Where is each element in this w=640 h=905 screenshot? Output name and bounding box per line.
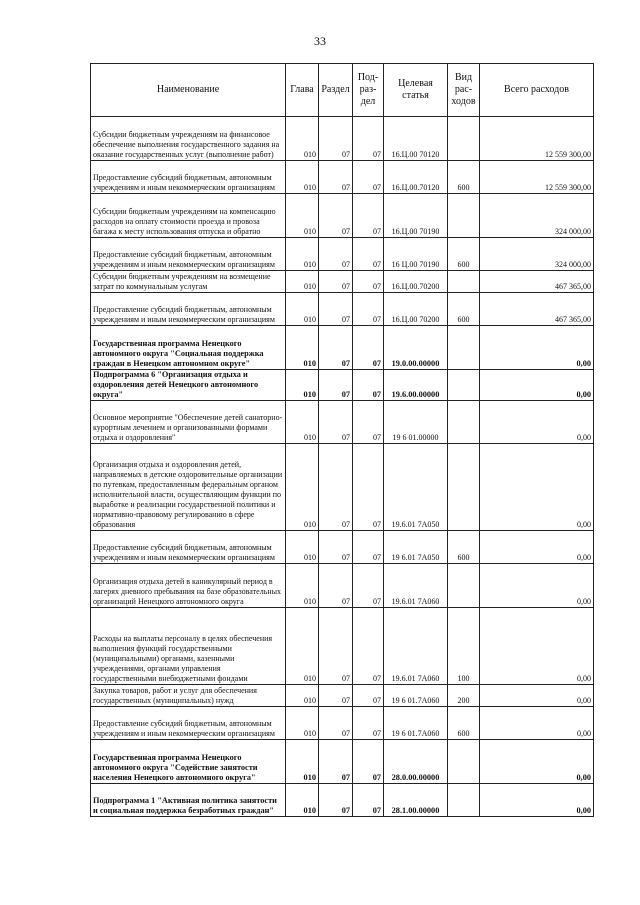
row-name: Предоставление субсидий бюджетным, автономным учреждениям и иным некоммерческим организациям — [91, 161, 286, 194]
row-total: 0,00 — [480, 608, 594, 685]
row-expense-type: 600 — [448, 707, 480, 740]
row-total: 0,00 — [480, 401, 594, 444]
row-podrazdel: 07 — [353, 401, 384, 444]
table-row — [91, 194, 594, 238]
page-number: 33 — [314, 34, 326, 48]
row-total: 0,00 — [480, 564, 594, 608]
row-name: Основное мероприятие "Обеспечение детей санаторно-курортным лечением и организованными формами отдыха и оздоровления" — [91, 401, 286, 444]
row-target-article: 16.Ц.00 70120 — [384, 117, 448, 161]
row-expense-type: 200 — [448, 685, 480, 707]
row-glava: 010 — [286, 370, 319, 401]
row-podrazdel: 07 — [353, 117, 384, 161]
row-glava: 010 — [286, 401, 319, 444]
row-target-article: 16.Ц.00 70200 — [384, 293, 448, 326]
row-total: 0,00 — [480, 370, 594, 401]
row-target-article: 19 6 01.7А060 — [384, 685, 448, 707]
table-row — [91, 740, 594, 784]
row-expense-type: 600 — [448, 238, 480, 271]
row-total: 12 559 300,00 — [480, 161, 594, 194]
row-target-article: 16.Ц.00 70190 — [384, 194, 448, 238]
row-name: Организация отдыха и оздоровления детей, направляемых в детские оздоровительные организации по путевкам, предоставленным федеральным органом исполнительной власти, осуществляющим функции по выработке и реализации государственной политики и нормативно-правовому регулированию в сфере образования — [91, 444, 286, 531]
row-name: Закупка товаров, работ и услуг для обеспечения государственных (муниципальных) нужд — [91, 685, 286, 707]
row-razdel: 07 — [319, 685, 353, 707]
row-glava: 010 — [286, 564, 319, 608]
row-total: 467 365,00 — [480, 271, 594, 293]
row-total: 467 365,00 — [480, 293, 594, 326]
header-total: Всего расходов — [480, 64, 594, 117]
row-expense-type — [448, 784, 480, 817]
table-row — [91, 326, 594, 370]
row-name: Субсидии бюджетным учреждениям на возмещение затрат по коммунальным услугам — [91, 271, 286, 293]
table-row — [91, 117, 594, 161]
row-razdel: 07 — [319, 740, 353, 784]
row-razdel: 07 — [319, 707, 353, 740]
row-expense-type — [448, 117, 480, 161]
row-glava: 010 — [286, 685, 319, 707]
row-target-article: 19.6.01 7А060 — [384, 608, 448, 685]
row-name: Предоставление субсидий бюджетным, автономным учреждениям и иным некоммерческим организациям — [91, 531, 286, 564]
row-name: Государственная программа Ненецкого автономного округа "Социальная поддержка граждан в Ненецком автономном округе" — [91, 326, 286, 370]
table-row — [91, 401, 594, 444]
row-total: 0,00 — [480, 707, 594, 740]
row-razdel: 07 — [319, 161, 353, 194]
row-total: 12 559 300,00 — [480, 117, 594, 161]
table-row — [91, 370, 594, 401]
row-razdel: 07 — [319, 293, 353, 326]
table-row — [91, 608, 594, 685]
row-glava: 010 — [286, 117, 319, 161]
row-name: Предоставление субсидий бюджетным, автономным учреждениям и иным некоммерческим организациям — [91, 707, 286, 740]
header-vid: Вид рас- ходов — [448, 64, 480, 117]
row-target-article: 19.0.00.00000 — [384, 326, 448, 370]
row-glava: 010 — [286, 271, 319, 293]
row-target-article: 28.0.00.00000 — [384, 740, 448, 784]
row-name: Расходы на выплаты персоналу в целях обеспечения выполнения функций государственными (муниципальными) органами, казенными учреждениями, органами управления государственными внебюджетными фондами — [91, 608, 286, 685]
table-row — [91, 161, 594, 194]
row-total: 324 000,00 — [480, 194, 594, 238]
row-expense-type — [448, 194, 480, 238]
row-target-article: 19 6 01.00000 — [384, 401, 448, 444]
row-expense-type: 600 — [448, 531, 480, 564]
row-razdel: 07 — [319, 531, 353, 564]
row-razdel: 07 — [319, 564, 353, 608]
table-row — [91, 685, 594, 707]
row-expense-type — [448, 370, 480, 401]
row-expense-type — [448, 564, 480, 608]
row-total: 0,00 — [480, 685, 594, 707]
row-glava: 010 — [286, 161, 319, 194]
row-total: 0,00 — [480, 740, 594, 784]
row-podrazdel: 07 — [353, 707, 384, 740]
row-glava: 010 — [286, 740, 319, 784]
row-target-article: 16.Ц.00.70120 — [384, 161, 448, 194]
row-expense-type: 600 — [448, 161, 480, 194]
row-razdel: 07 — [319, 194, 353, 238]
table-row — [91, 784, 594, 817]
row-glava: 010 — [286, 784, 319, 817]
budget-table — [90, 63, 594, 817]
row-razdel: 07 — [319, 238, 353, 271]
row-razdel: 07 — [319, 444, 353, 531]
table-row — [91, 564, 594, 608]
row-expense-type — [448, 326, 480, 370]
row-expense-type — [448, 401, 480, 444]
row-podrazdel: 07 — [353, 784, 384, 817]
table-row — [91, 238, 594, 271]
row-total: 0,00 — [480, 444, 594, 531]
row-razdel: 07 — [319, 117, 353, 161]
row-target-article: 16.Ц.00.70200 — [384, 271, 448, 293]
row-razdel: 07 — [319, 271, 353, 293]
row-total: 324 000,00 — [480, 238, 594, 271]
header-statya: Целевая статья — [384, 64, 448, 117]
row-expense-type: 600 — [448, 293, 480, 326]
row-glava: 010 — [286, 707, 319, 740]
table-row — [91, 444, 594, 531]
row-expense-type — [448, 740, 480, 784]
row-glava: 010 — [286, 238, 319, 271]
row-name: Субсидии бюджетным учреждениям на финансовое обеспечение выполнения государственного задания на оказание государственных услуг (выполнение работ) — [91, 117, 286, 161]
header-podrazdel: Под- раз- дел — [353, 64, 384, 117]
row-podrazdel: 07 — [353, 740, 384, 784]
row-name: Подпрограмма 1 "Активная политика занятости и социальная поддержка безработных граждан" — [91, 784, 286, 817]
row-podrazdel: 07 — [353, 161, 384, 194]
row-glava: 010 — [286, 194, 319, 238]
row-expense-type: 100 — [448, 608, 480, 685]
row-target-article: 19 6 01.7А060 — [384, 707, 448, 740]
row-glava: 010 — [286, 531, 319, 564]
table-row — [91, 271, 594, 293]
row-razdel: 07 — [319, 370, 353, 401]
row-podrazdel: 07 — [353, 531, 384, 564]
row-podrazdel: 07 — [353, 608, 384, 685]
row-target-article: 28.1.00.00000 — [384, 784, 448, 817]
row-expense-type — [448, 271, 480, 293]
row-podrazdel: 07 — [353, 194, 384, 238]
row-podrazdel: 07 — [353, 293, 384, 326]
row-name: Государственная программа Ненецкого автономного округа "Содействие занятости населения Ненецкого автономного округа" — [91, 740, 286, 784]
header-row — [91, 64, 594, 117]
row-name: Субсидии бюджетным учреждениям на компенсацию расходов на оплату стоимости проезда и провоза багажа к месту использования отпуска и обратно — [91, 194, 286, 238]
row-target-article: 19 6.01 7А050 — [384, 531, 448, 564]
row-total: 0,00 — [480, 326, 594, 370]
row-razdel: 07 — [319, 784, 353, 817]
header-name: Наименование — [91, 64, 286, 117]
row-target-article: 19.6.00.00000 — [384, 370, 448, 401]
row-podrazdel: 07 — [353, 444, 384, 531]
row-total: 0,00 — [480, 531, 594, 564]
row-podrazdel: 07 — [353, 238, 384, 271]
row-glava: 010 — [286, 326, 319, 370]
row-glava: 010 — [286, 293, 319, 326]
row-podrazdel: 07 — [353, 685, 384, 707]
header-glava: Глава — [286, 64, 319, 117]
row-expense-type — [448, 444, 480, 531]
table-row — [91, 293, 594, 326]
row-target-article: 19.6.01 7А060 — [384, 564, 448, 608]
row-target-article: 16 Ц.00 70190 — [384, 238, 448, 271]
row-glava: 010 — [286, 608, 319, 685]
row-target-article: 19.6.01 7А050 — [384, 444, 448, 531]
row-name: Предоставление субсидий бюджетным, автономным учреждениям и иным некоммерческим организациям — [91, 293, 286, 326]
row-razdel: 07 — [319, 326, 353, 370]
row-podrazdel: 07 — [353, 564, 384, 608]
row-razdel: 07 — [319, 608, 353, 685]
table-row — [91, 531, 594, 564]
row-name: Подпрограмма 6 "Организация отдыха и оздоровления детей Ненецкого автономного округа" — [91, 370, 286, 401]
row-total: 0,00 — [480, 784, 594, 817]
row-podrazdel: 07 — [353, 370, 384, 401]
row-razdel: 07 — [319, 401, 353, 444]
table-row — [91, 707, 594, 740]
row-glava: 010 — [286, 444, 319, 531]
header-razdel: Раздел — [319, 64, 353, 117]
row-name: Организация отдыха детей в каникулярный период в лагерях дневного пребывания на базе образовательных организаций Ненецкого автономного округа — [91, 564, 286, 608]
row-podrazdel: 07 — [353, 271, 384, 293]
row-name: Предоставление субсидий бюджетным, автономным учреждениям и иным некоммерческим организациям — [91, 238, 286, 271]
row-podrazdel: 07 — [353, 326, 384, 370]
